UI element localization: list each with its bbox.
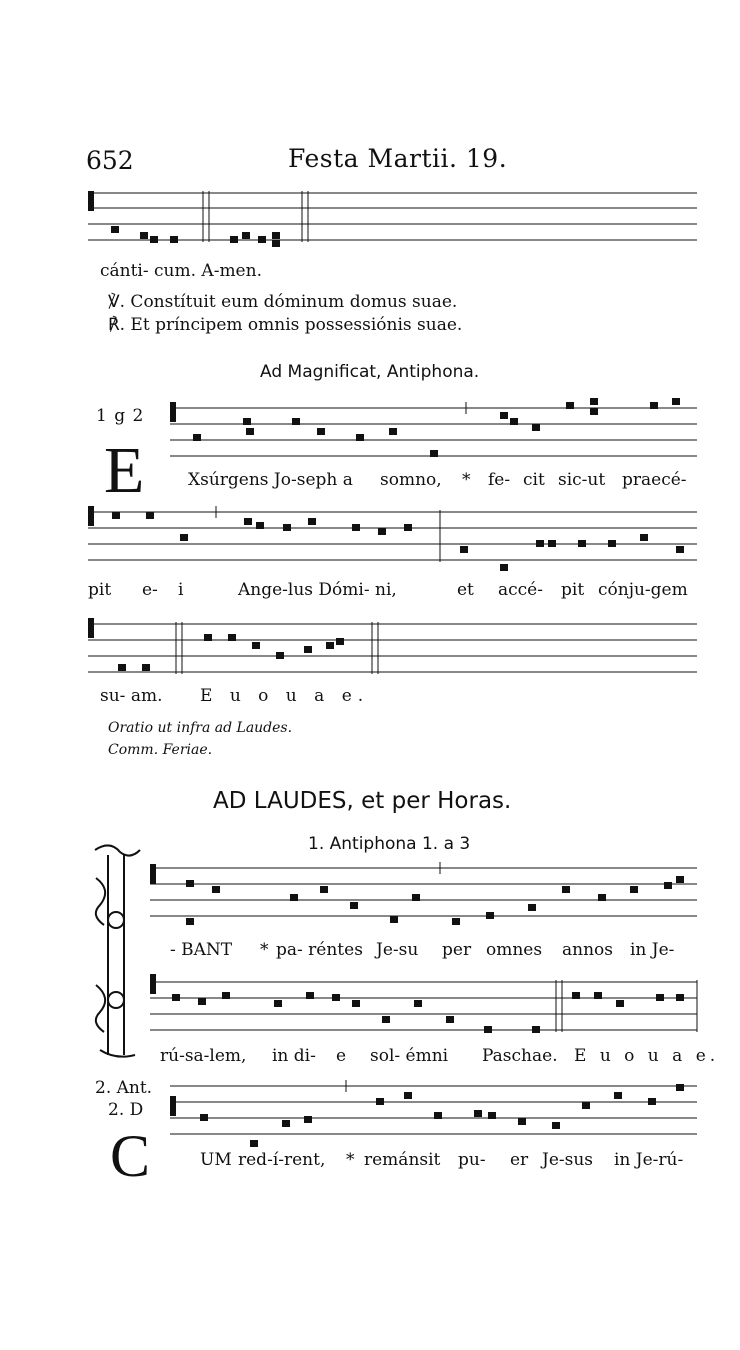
lyric-syllable: *: [346, 1150, 355, 1170]
lyric-syllable: pit: [88, 580, 112, 600]
lyric-syllable: et: [457, 580, 474, 600]
lyric-syllable: sic-ut: [558, 470, 606, 490]
lyric-syllable: pa- réntes: [276, 940, 363, 960]
lyric-syllable: annos: [562, 940, 613, 960]
lyric-syllable: Je-sus: [542, 1150, 594, 1170]
lyric-syllable: in Je-rú-: [614, 1150, 684, 1170]
lyric-syllable: per: [442, 940, 472, 960]
antiphon-mode: 2. D: [108, 1100, 144, 1120]
lyric-syllable: e-: [142, 580, 158, 600]
running-title: Festa Martii. 19.: [288, 144, 508, 173]
lyric-syllable: - BANT: [170, 940, 233, 960]
rubric: Comm. Feriae.: [108, 742, 213, 758]
versicle: ℣. Constítuit eum dóminum domus suae.: [108, 292, 458, 312]
lyric-syllable: su- am.: [100, 686, 163, 706]
lyric-syllable: in di-: [272, 1046, 316, 1066]
drop-cap-initial: C: [110, 1123, 151, 1189]
mode-number: 1 g 2: [96, 406, 145, 426]
lyrics-line: cánti- cum. A-men.: [100, 261, 262, 281]
lyric-syllable: cit: [523, 470, 545, 490]
response: ℟. Et príncipem omnis possessiónis suae.: [108, 315, 463, 335]
lyric-syllable: Xsúrgens Jo-seph a: [188, 470, 353, 490]
lyric-syllable: pu-: [458, 1150, 486, 1170]
lyric-syllable: *: [260, 940, 269, 960]
lyric-syllable: *: [462, 470, 471, 490]
lyric-syllable: e: [336, 1046, 347, 1066]
lyric-syllable: in Je-: [630, 940, 675, 960]
page-number: 652: [86, 146, 134, 175]
drop-cap-initial: E: [104, 434, 145, 507]
rubric: Oratio ut infra ad Laudes.: [108, 720, 293, 736]
lyric-syllable: praecé-: [622, 470, 687, 490]
lyric-syllable: E u o u a e.: [574, 1046, 720, 1066]
lyric-syllable: Paschae.: [482, 1046, 558, 1066]
lyric-syllable: cónju-gem: [598, 580, 688, 600]
section-title: AD LAUDES, et per Horas.: [213, 788, 512, 814]
lyric-syllable: i: [178, 580, 184, 600]
antiphon-label: 2. Ant.: [95, 1078, 153, 1098]
lyric-syllable: UM: [200, 1150, 232, 1170]
lyric-syllable: omnes: [486, 940, 543, 960]
lyric-syllable: sol- émni: [370, 1046, 449, 1066]
lyric-syllable: fe-: [488, 470, 511, 490]
lyric-syllable: er: [510, 1150, 529, 1170]
lyric-syllable: E u o u a e.: [200, 686, 370, 706]
lyric-syllable: pit: [561, 580, 585, 600]
lyric-syllable: red-í-rent,: [238, 1150, 326, 1170]
magnificat-heading: Ad Magnificat, Antiphona.: [260, 362, 480, 382]
lyric-syllable: Ange-lus Dómi- ni,: [238, 580, 397, 600]
lyric-syllable: remánsit: [364, 1150, 441, 1170]
antiphon-heading: 1. Antiphona 1. a 3: [308, 834, 471, 854]
lyric-syllable: accé-: [498, 580, 543, 600]
lyric-syllable: rú-sa-lem,: [160, 1046, 247, 1066]
lyric-syllable: somno,: [380, 470, 442, 490]
lyric-syllable: Je-su: [376, 940, 419, 960]
ornamental-initial: [95, 845, 140, 1056]
